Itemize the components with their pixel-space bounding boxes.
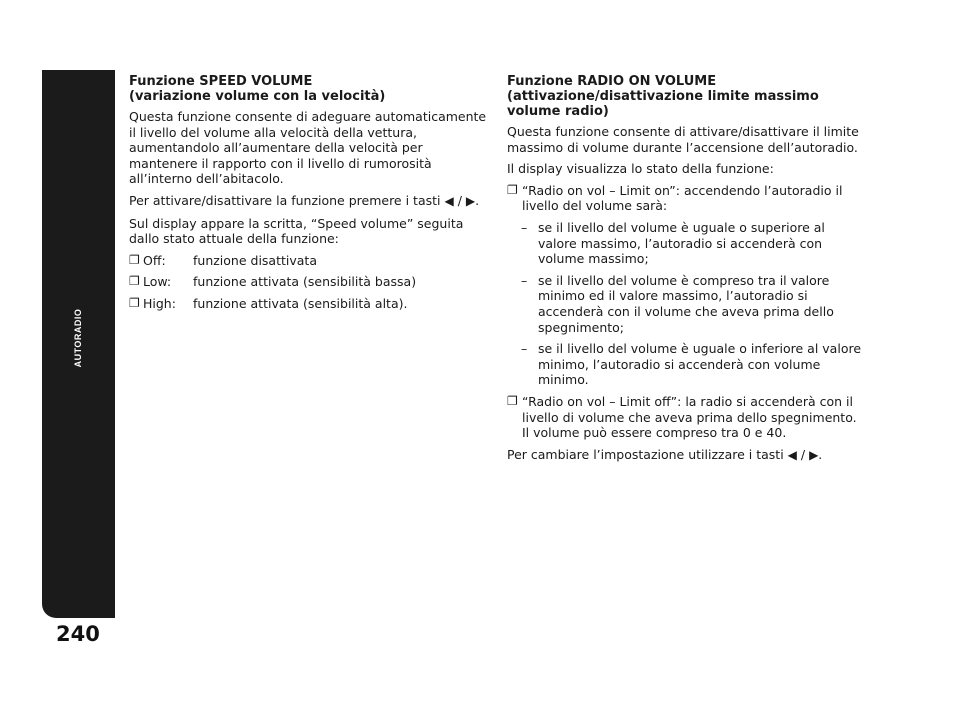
section-label: AUTORADIO: [73, 308, 83, 368]
dash-text: se il livello del volume è uguale o inferiore al valore minimo, l’autoradio si accenderà con volume minimo.: [538, 341, 862, 388]
list-item: [507, 183, 867, 214]
dash-item: [507, 273, 867, 335]
heading-prefix: Funzione: [129, 74, 200, 89]
heading-name: SPEED VOLUME: [199, 74, 313, 89]
heading-prefix: Funzione: [507, 74, 578, 89]
left-arrow-icon: ◀: [444, 193, 454, 208]
speed-volume-heading: [129, 74, 494, 104]
limit-on-text: “Radio on vol – Limit on”: accendendo l’autoradio il livello del volume sarà:: [522, 182, 843, 214]
paragraph-text: Per cambiare l’impostazione utilizzare i tasti: [507, 446, 788, 462]
paragraph: Il display visualizza lo stato della funzione:: [507, 161, 774, 177]
period: .: [818, 446, 823, 462]
option-text: funzione attivata (sensibilità bassa): [193, 274, 417, 290]
left-column: [129, 74, 494, 318]
right-arrow-icon: ▶: [809, 447, 819, 462]
limit-off-text: “Radio on vol – Limit off”: la radio si accenderà con il livello di volume che aveva prima dello spegnimento. Il volume può essere compreso tra 0 e 40.: [522, 393, 857, 441]
paragraph: Questa funzione consente di attivare/disattivare il limite massimo di volume durante l’accensione dell’autoradio.: [507, 124, 859, 155]
checkbox-icon: ❐: [129, 274, 140, 289]
dash: –: [521, 219, 528, 235]
period: .: [475, 192, 480, 208]
paragraph-keys: [507, 447, 867, 464]
radio-on-volume-heading: [507, 74, 867, 119]
paragraph: Questa funzione consente di adeguare automaticamente il livello del volume alla velocità della vettura, aumentandolo all’aumentare della velocità per mantenere il rapporto con il livello di rumorosità all’interno dell’abitacolo.: [129, 109, 487, 187]
dash: –: [521, 272, 528, 288]
option-label: High:: [143, 295, 176, 311]
option-text: funzione attivata (sensibilità alta).: [193, 295, 408, 311]
dash: –: [521, 341, 528, 357]
paragraph: Sul display appare la scritta, “Speed volume” seguita dallo stato attuale della funzione:: [129, 215, 464, 247]
slash: /: [800, 446, 806, 462]
heading-subtitle: (variazione volume con la velocità): [129, 89, 386, 104]
list-item: [129, 296, 494, 312]
list-item: [129, 253, 494, 269]
paragraph-text: Per attivare/disattivare la funzione premere i tasti: [129, 192, 445, 208]
option-label: Off:: [143, 252, 166, 268]
dash-text: se il livello del volume è compreso tra il valore minimo ed il valore massimo, l’autoradio si accenderà con il volume che aveva prima dello spegnimento;: [538, 272, 834, 335]
dash-item: [507, 220, 867, 267]
dash-text: se il livello del volume è uguale o superiore al valore massimo, l’autoradio si accenderà con volume massimo;: [538, 219, 825, 267]
dash-item: [507, 341, 867, 388]
heading-subtitle: (attivazione/disattivazione limite massimo volume radio): [507, 89, 819, 119]
checkbox-icon: ❐: [507, 393, 518, 408]
checkbox-icon: ❐: [507, 182, 518, 197]
right-arrow-icon: ▶: [465, 193, 476, 208]
slash: /: [457, 192, 462, 208]
page-number: 240: [56, 622, 100, 646]
option-text: funzione disattivata: [193, 252, 317, 268]
list-item: [129, 274, 494, 290]
option-label: Low:: [143, 274, 172, 290]
checkbox-icon: ❐: [129, 252, 140, 267]
checkbox-icon: ❐: [129, 295, 140, 310]
paragraph-keys: [129, 193, 494, 210]
list-item: [507, 394, 867, 441]
left-arrow-icon: ◀: [787, 447, 797, 462]
heading-name: RADIO ON VOLUME: [577, 74, 717, 89]
right-column: [507, 74, 867, 469]
